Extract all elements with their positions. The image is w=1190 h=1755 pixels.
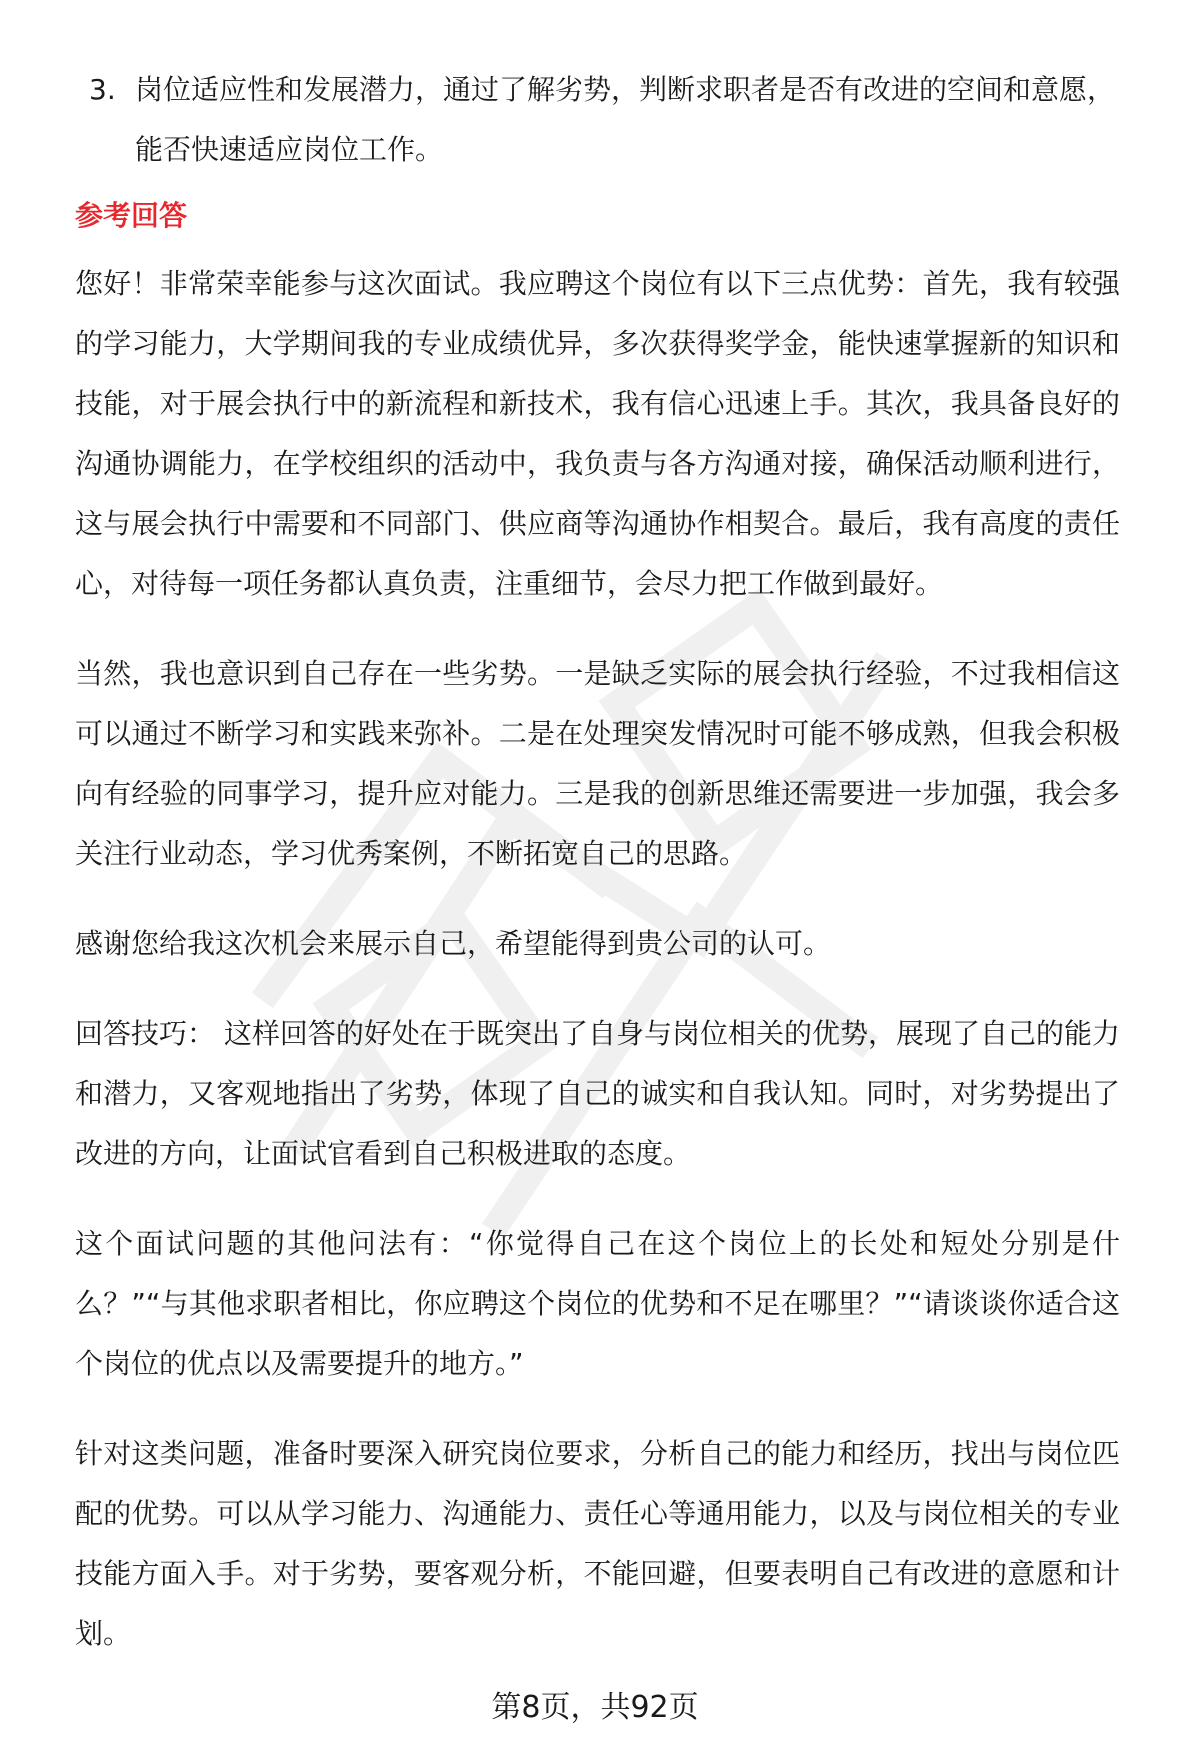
section-title: 参考回答 xyxy=(75,199,188,232)
page-number-footer: 第8页，共92页 xyxy=(491,1690,699,1725)
answer-paragraph-1: 您好！非常荣幸能参与这次面试。我应聘这个岗位有以下三点优势：首先，我有较强的学习能力，大学期间我的专业成绩优异，多次获得奖学金，能快速掌握新的知识和技能，对于展会执行中的新流程和新技术，我有信心迅速上手。其次，我具备良好的沟通协调能力，在学校组织的活动中，我负责与各方沟通对接，确保活动顺利进行，这与展会执行中需要和不同部门、供应商等沟通协作相契合。最后，我有高度的责任心，对待每一项任务都认真负责，注重细节，会尽力把工作做到最好。 xyxy=(75,267,1120,600)
list-number: 3. xyxy=(89,73,116,106)
document-body xyxy=(75,60,1120,1694)
answer-paragraph-2: 当然，我也意识到自己存在一些劣势。一是缺乏实际的展会执行经验，不过我相信这可以通过不断学习和实践来弥补。二是在处理突发情况时可能不够成熟，但我会积极向有经验的同事学习，提升应对能力。三是我的创新思维还需要进一步加强，我会多关注行业动态，学习优秀案例，不断拓宽自己的思路。 xyxy=(75,657,1120,870)
alternative-questions-paragraph: 这个面试问题的其他问法有：“你觉得自己在这个岗位上的长处和短处分别是什么？”“与其他求职者相比，你应聘这个岗位的优势和不足在哪里？”“请谈谈你适合这个岗位的优点以及需要提升的地方。” xyxy=(75,1227,1120,1380)
tips-paragraph: 回答技巧： 这样回答的好处在于既突出了自身与岗位相关的优势，展现了自己的能力和潜力，又客观地指出了劣势，体现了自己的诚实和自我认知。同时，对劣势提出了改进的方向，让面试官看到自己积极进取的态度。 xyxy=(75,1017,1120,1170)
preparation-paragraph: 针对这类问题，准备时要深入研究岗位要求，分析自己的能力和经历，找出与岗位匹配的优势。可以从学习能力、沟通能力、责任心等通用能力，以及与岗位相关的专业技能方面入手。对于劣势，要客观分析，不能回避，但要表明自己有改进的意愿和计划。 xyxy=(75,1437,1120,1650)
list-text: 岗位适应性和发展潜力，通过了解劣势，判断求职者是否有改进的空间和意愿，能否快速适应岗位工作。 xyxy=(135,73,1116,166)
answer-paragraph-3: 感谢您给我这次机会来展示自己，希望能得到贵公司的认可。 xyxy=(75,927,832,960)
list-item xyxy=(89,60,1120,180)
